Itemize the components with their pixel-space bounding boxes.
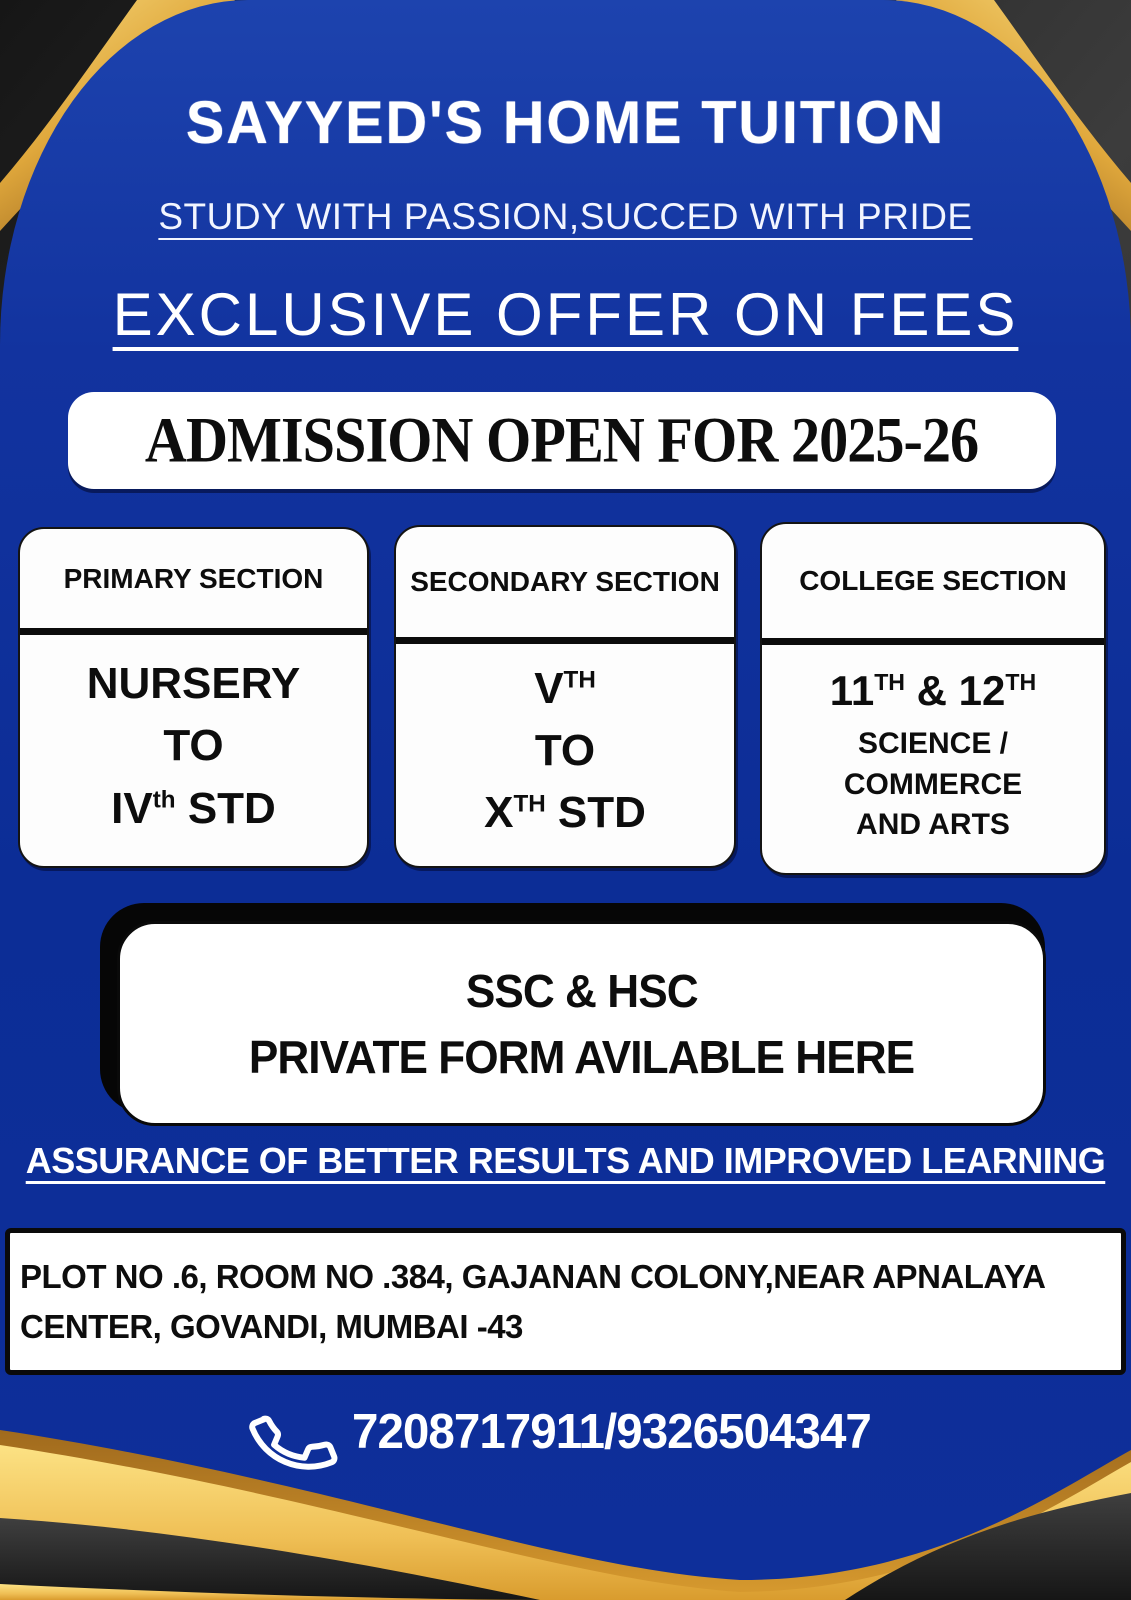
college-section-card [760, 522, 1106, 875]
secondary-section-card [394, 525, 736, 868]
phone-icon [247, 1388, 343, 1498]
highlight-line-1: SSC & HSC [465, 964, 698, 1017]
section-line: VTH [534, 663, 596, 713]
assurance-text: ASSURANCE OF BETTER RESULTS AND IMPROVED LEARNING [25, 1140, 1106, 1181]
highlight-line-2: PRIVATE FORM AVILABLE HERE [248, 1030, 915, 1083]
section-line: COMMERCE [843, 767, 1023, 801]
private-form-highlight-box [117, 921, 1046, 1126]
section-line: AND ARTS [856, 808, 1010, 842]
primary-section-card [18, 527, 369, 868]
offer-headline: EXCLUSIVE OFFER ON FEES [112, 281, 1019, 348]
section-line: 11TH & 12TH [829, 667, 1037, 715]
card-divider [20, 628, 367, 635]
admission-banner [68, 392, 1056, 489]
college-section-heading: COLLEGE SECTION [799, 565, 1067, 596]
poster-title: SAYYED'S HOME TUITION [185, 89, 946, 156]
college-section-body [762, 645, 1104, 873]
section-line: IVth STD [111, 783, 276, 833]
secondary-section-body [396, 644, 734, 866]
section-line: SCIENCE / [857, 727, 1009, 761]
section-line: TO [534, 725, 596, 775]
section-line: TO [163, 721, 224, 771]
primary-section-heading: PRIMARY SECTION [63, 562, 324, 594]
admission-banner-text: ADMISSION OPEN FOR 2025-26 [145, 404, 979, 476]
poster-tagline: STUDY WITH PASSION,SUCCED WITH PRIDE [158, 196, 973, 237]
primary-section-body [20, 635, 367, 866]
section-line: NURSERY [86, 659, 301, 709]
phone-number: 7208717911/9326504347 [352, 1405, 871, 1459]
card-divider [762, 638, 1104, 645]
card-divider [396, 637, 734, 644]
address-box [5, 1228, 1126, 1375]
secondary-section-heading: SECONDARY SECTION [410, 566, 720, 597]
section-line: XTH STD [484, 788, 646, 838]
address-text: PLOT NO .6, ROOM NO .384, GAJANAN COLONY,NEAR APNALAYA CENTER, GOVANDI, MUMBAI -43 [20, 1258, 1045, 1345]
